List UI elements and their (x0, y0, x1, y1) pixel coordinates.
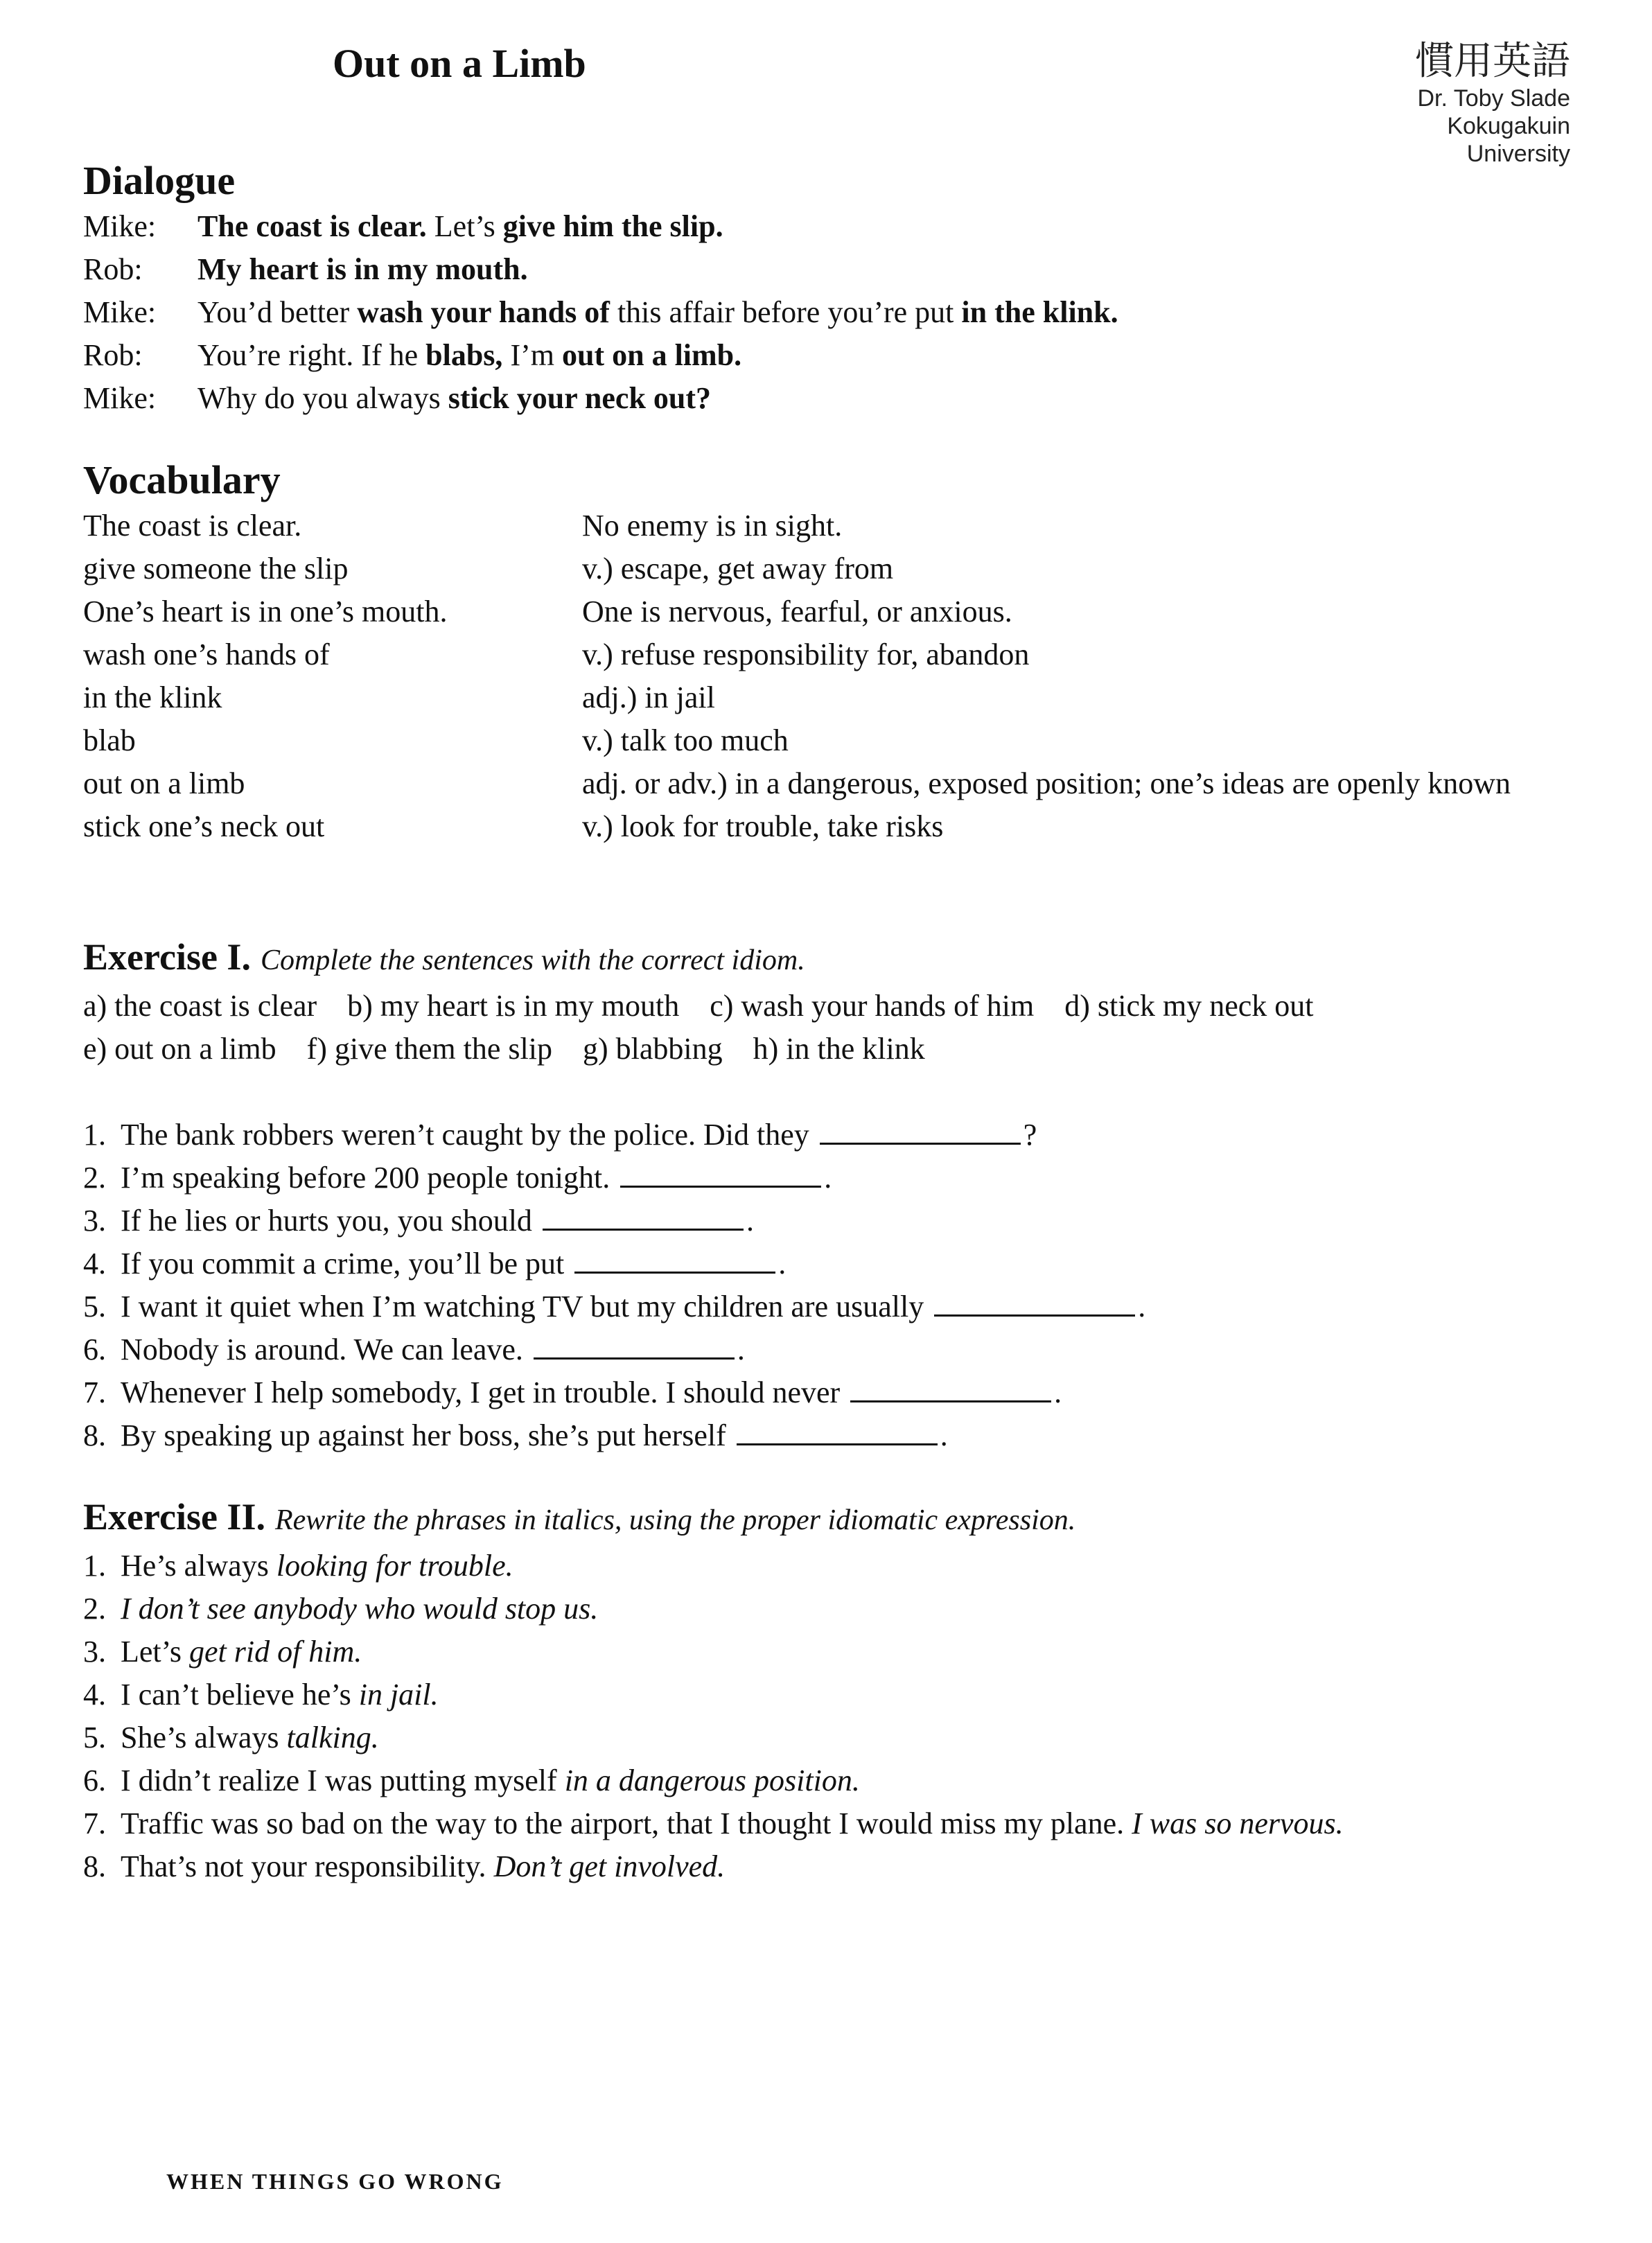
vocabulary-list (83, 504, 1573, 848)
exercise1-item (83, 1414, 1573, 1457)
exercise2-instruction: Rewrite the phrases in italics, using the proper idiomatic expression. (274, 1504, 1076, 1536)
item-number: 6. (83, 1332, 106, 1366)
vocabulary-term: blab (83, 723, 136, 757)
idiom-choice: e) out on a limb (83, 1032, 276, 1066)
item-text: That’s not your responsibility. (121, 1849, 494, 1883)
exercise2-item (83, 1802, 1573, 1845)
vocabulary-definition: adj.) in jail (582, 680, 715, 714)
vocabulary-item (83, 504, 1573, 547)
item-text: He’s always (121, 1549, 276, 1583)
exercise1-choices-row-1 (83, 985, 1573, 1028)
idiom-text: The coast is clear. (197, 209, 427, 243)
idiom-text: blabs, (425, 338, 503, 372)
vocabulary-definition: v.) look for trouble, take risks (582, 809, 944, 843)
dialogue-speaker: Rob: (83, 252, 143, 286)
vocabulary-item (83, 719, 1573, 762)
item-text: She’s always (121, 1721, 287, 1754)
item-text: Traffic was so bad on the way to the airport, that I thought I would miss my plane. (121, 1806, 1132, 1840)
dialogue-text: You’d better (197, 295, 358, 329)
exercise2-item (83, 1545, 1573, 1587)
item-number: 7. (83, 1806, 106, 1840)
exercise2-item (83, 1630, 1573, 1673)
dialogue-heading: Dialogue (83, 158, 236, 203)
exercise1-item (83, 1371, 1573, 1414)
item-end-punctuation: . (1054, 1375, 1062, 1409)
answer-blank[interactable] (850, 1377, 1051, 1402)
vocabulary-definition: v.) talk too much (582, 723, 789, 757)
item-end-punctuation: . (940, 1418, 948, 1452)
page-title: Out on a Limb (333, 41, 586, 86)
item-text: I want it quiet when I’m watching TV but my children are usually (121, 1290, 924, 1323)
dialogue-speaker: Mike: (83, 209, 157, 243)
exercise2-section (83, 1493, 1573, 1888)
dialogue-speaker: Rob: (83, 338, 143, 372)
vocabulary-item (83, 547, 1573, 590)
vocabulary-definition: v.) escape, get away from (582, 552, 894, 586)
dialogue-speaker: Mike: (83, 295, 157, 329)
vocabulary-definition: One is nervous, fearful, or anxious. (582, 595, 1012, 628)
answer-blank[interactable] (737, 1420, 938, 1445)
item-number: 2. (83, 1592, 106, 1626)
course-title-japanese: 慣用英語 (1415, 39, 1570, 84)
item-number: 3. (83, 1635, 106, 1669)
vocabulary-definition: No enemy is in sight. (582, 509, 843, 543)
item-end-punctuation: . (1138, 1290, 1146, 1323)
dialogue-lines (83, 205, 1573, 420)
vocabulary-definition: adj. or adv.) in a dangerous, exposed position; one’s ideas are openly known (582, 766, 1511, 800)
dialogue-text: this affair before you’re put (609, 295, 962, 329)
dialogue-line (83, 248, 1573, 291)
exercise1-item (83, 1199, 1573, 1242)
idiom-text: wash your hands of (357, 295, 610, 329)
idiom-text: give him the slip. (502, 209, 723, 243)
idiom-text: My heart is in my mouth. (197, 252, 528, 286)
exercise1-item (83, 1114, 1573, 1156)
italic-phrase: I don’t see anybody who would stop us. (121, 1592, 599, 1626)
vocabulary-item (83, 762, 1573, 805)
italic-phrase: Don’t get involved. (493, 1849, 726, 1883)
item-number: 7. (83, 1375, 106, 1409)
exercise1-choices-row-2 (83, 1028, 1573, 1071)
idiom-choice: b) my heart is in my mouth (347, 989, 680, 1023)
dialogue-line (83, 205, 1573, 248)
item-number: 5. (83, 1290, 106, 1323)
vocabulary-term: stick one’s neck out (83, 809, 325, 843)
vocabulary-definition: v.) refuse responsibility for, abandon (582, 637, 1030, 671)
italic-phrase: talking. (286, 1721, 379, 1754)
vocabulary-item (83, 590, 1573, 633)
item-end-punctuation: . (737, 1332, 745, 1366)
item-text: Let’s (121, 1635, 189, 1669)
dialogue-text: You’re right. If he (197, 338, 426, 372)
italic-phrase: in a dangerous position. (564, 1763, 860, 1797)
vocabulary-term: give someone the slip (83, 552, 349, 586)
item-text: The bank robbers weren’t caught by the police. Did they (121, 1118, 809, 1152)
item-number: 1. (83, 1549, 106, 1583)
italic-phrase: looking for trouble. (276, 1549, 513, 1583)
dialogue-section (83, 157, 1573, 420)
vocabulary-term: out on a limb (83, 766, 245, 800)
item-text: If you commit a crime, you’ll be put (121, 1247, 565, 1281)
exercise1-heading: Exercise I. (83, 936, 251, 978)
answer-blank[interactable] (534, 1334, 735, 1360)
page-footer: WHEN THINGS GO WRONG (166, 2169, 504, 2194)
exercise1-item (83, 1285, 1573, 1328)
item-end-punctuation: ? (1023, 1118, 1037, 1152)
idiom-choice: h) in the klink (753, 1032, 925, 1066)
dialogue-line (83, 334, 1573, 377)
answer-blank[interactable] (620, 1162, 821, 1188)
dialogue-text: I’m (502, 338, 562, 372)
exercise2-item (83, 1845, 1573, 1888)
vocabulary-term: The coast is clear. (83, 509, 302, 543)
item-text: Nobody is around. We can leave. (121, 1332, 523, 1366)
item-end-punctuation: . (824, 1161, 832, 1195)
institution-line-1: Kokugakuin (1447, 113, 1570, 139)
item-number: 4. (83, 1678, 106, 1712)
dialogue-speaker: Mike: (83, 381, 157, 415)
item-number: 6. (83, 1763, 106, 1797)
exercise1-items (83, 1114, 1573, 1457)
vocabulary-item (83, 805, 1573, 848)
item-text: By speaking up against her boss, she’s put herself (121, 1418, 726, 1452)
exercise2-item (83, 1673, 1573, 1716)
italic-phrase: in jail. (358, 1678, 439, 1712)
exercise1-item (83, 1328, 1573, 1371)
item-end-punctuation: . (746, 1204, 754, 1238)
answer-blank[interactable] (934, 1291, 1135, 1317)
dialogue-line (83, 377, 1573, 420)
exercise2-header (83, 1493, 1573, 1545)
italic-phrase: get rid of him. (188, 1635, 362, 1669)
vocabulary-heading: Vocabulary (83, 457, 281, 502)
idiom-text: stick your neck out? (448, 381, 712, 415)
institution-line-2: University (1466, 141, 1570, 167)
item-text: Whenever I help somebody, I get in trouble. I should never (121, 1375, 841, 1409)
item-text: If he lies or hurts you, you should (121, 1204, 532, 1238)
idiom-choice: f) give them the slip (306, 1032, 552, 1066)
item-number: 4. (83, 1247, 106, 1281)
exercise1-item (83, 1242, 1573, 1285)
vocabulary-term: wash one’s hands of (83, 637, 330, 671)
item-number: 5. (83, 1721, 106, 1754)
answer-blank[interactable] (574, 1248, 775, 1274)
item-end-punctuation: . (778, 1247, 787, 1281)
item-text: I didn’t realize I was putting myself (121, 1763, 565, 1797)
dialogue-text: Why do you always (197, 381, 448, 415)
dialogue-text: Let’s (426, 209, 503, 243)
idiom-choice: d) stick my neck out (1064, 989, 1314, 1023)
idiom-choice: c) wash your hands of him (710, 989, 1035, 1023)
exercise1-instruction: Complete the sentences with the correct idiom. (260, 944, 805, 976)
item-number: 8. (83, 1418, 106, 1452)
exercise1-header (83, 933, 1573, 985)
dialogue-line (83, 291, 1573, 334)
idiom-text: in the klink. (961, 295, 1118, 329)
author-name: Dr. Toby Slade (1417, 85, 1570, 112)
exercise2-heading: Exercise II. (83, 1496, 265, 1538)
exercise1-section (83, 933, 1573, 1457)
item-number: 3. (83, 1204, 106, 1238)
vocabulary-item (83, 676, 1573, 719)
idiom-text: out on a limb. (561, 338, 742, 372)
item-number: 8. (83, 1849, 106, 1883)
idiom-choice: g) blabbing (582, 1032, 723, 1066)
item-number: 2. (83, 1161, 106, 1195)
exercise2-item (83, 1759, 1573, 1802)
exercise2-item (83, 1716, 1573, 1759)
vocabulary-section (83, 456, 1573, 848)
italic-phrase: I was so nervous. (1132, 1806, 1344, 1840)
vocabulary-term: in the klink (83, 680, 222, 714)
idiom-choice: a) the coast is clear (83, 989, 317, 1023)
vocabulary-item (83, 633, 1573, 676)
exercise2-items (83, 1545, 1573, 1888)
exercise1-item (83, 1156, 1573, 1199)
item-number: 1. (83, 1118, 106, 1152)
answer-blank[interactable] (820, 1119, 1021, 1145)
exercise2-item (83, 1587, 1573, 1630)
vocabulary-term: One’s heart is in one’s mouth. (83, 595, 448, 628)
header-block (1415, 39, 1570, 168)
item-text: I can’t believe he’s (121, 1678, 359, 1712)
answer-blank[interactable] (543, 1205, 744, 1231)
item-text: I’m speaking before 200 people tonight. (121, 1161, 610, 1195)
